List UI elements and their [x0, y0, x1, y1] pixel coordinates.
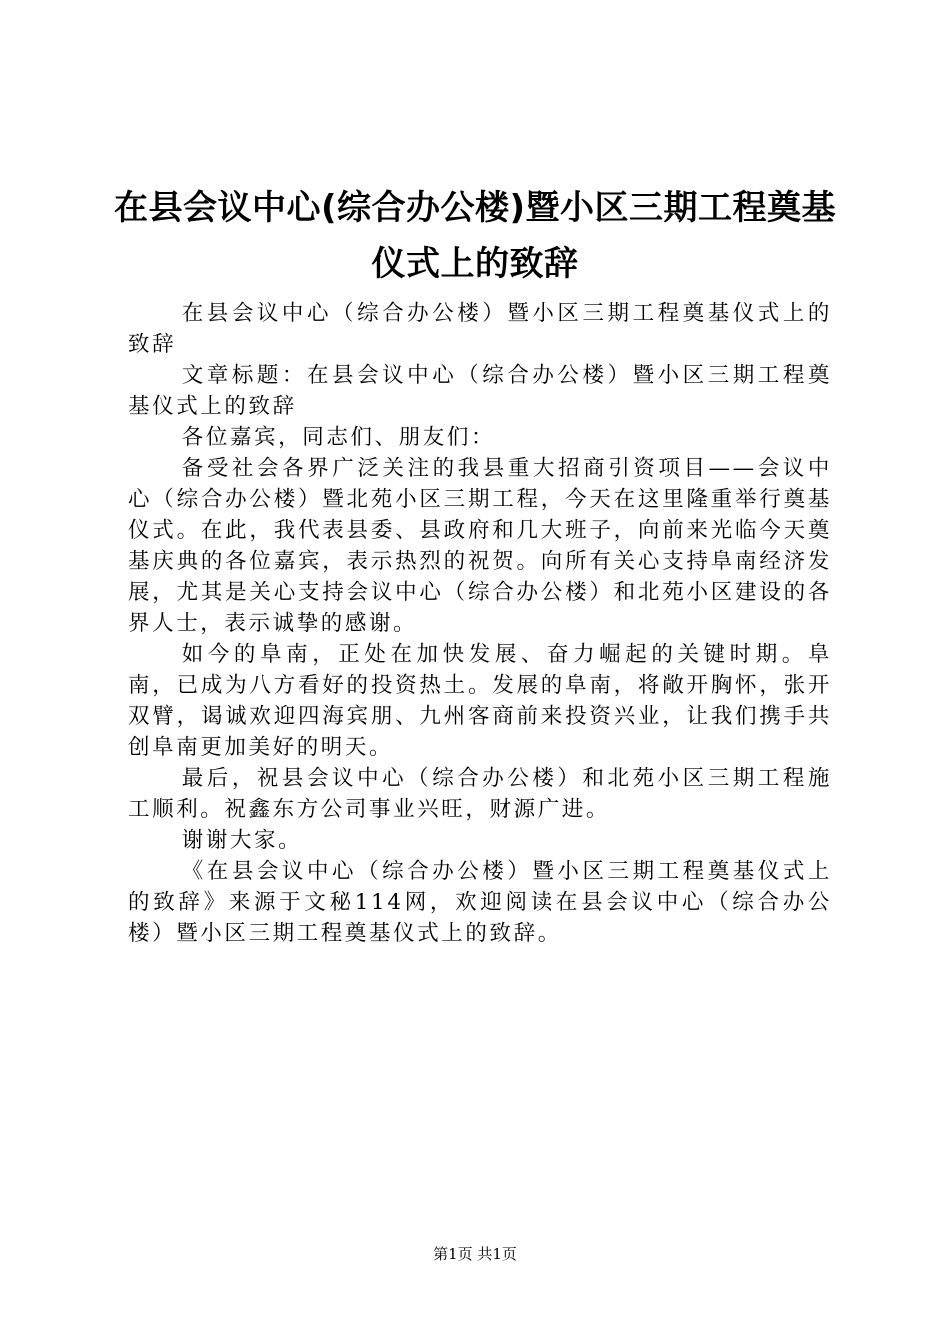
paragraph-source: 《在县会议中心（综合办公楼）暨小区三期工程奠基仪式上的致辞》来源于文秘114网，欢迎阅读在县会议中心（综合办公楼）暨小区三期工程奠基仪式上的致辞。	[128, 859, 832, 946]
paragraph-wishes: 最后，祝县会议中心（综合办公楼）和北苑小区三期工程施工顺利。祝鑫东方公司事业兴旺，财源广进。	[128, 766, 832, 822]
paragraph-salutation: 各位嘉宾，同志们、朋友们：	[181, 425, 496, 450]
paragraph-thanks: 谢谢大家。	[181, 828, 303, 853]
paragraph-opening: 备受社会各界广泛关注的我县重大招商引资项目——会议中心（综合办公楼）暨北苑小区三期工程，今天在这里隆重举行奠基仪式。在此，我代表县委、县政府和几大班子，向前来光临今天奠基庆典的各位嘉宾，表示热烈的祝贺。向所有关心支持阜南经济发展，尤其是关心支持会议中心（综合办公楼）和北苑小区建设的各界人士，表示诚挚的感谢。	[128, 456, 832, 636]
page-number-footer: 第1页 共1页	[433, 1245, 517, 1263]
paragraph-article-title: 文章标题：在县会议中心（综合办公楼）暨小区三期工程奠基仪式上的致辞	[128, 363, 832, 419]
document-title: 在县会议中心(综合办公楼)暨小区三期工程奠基仪式上的致辞	[113, 188, 837, 284]
paragraph-heading-repeat: 在县会议中心（综合办公楼）暨小区三期工程奠基仪式上的致辞	[128, 301, 832, 357]
paragraph-development: 如今的阜南，正处在加快发展、奋力崛起的关键时期。阜南，已成为八方看好的投资热土。发展的阜南，将敞开胸怀，张开双臂，谒诚欢迎四海宾朋、九州客商前来投资兴业，让我们携手共创阜南更加美好的明天。	[128, 642, 832, 760]
document-body	[128, 298, 832, 949]
